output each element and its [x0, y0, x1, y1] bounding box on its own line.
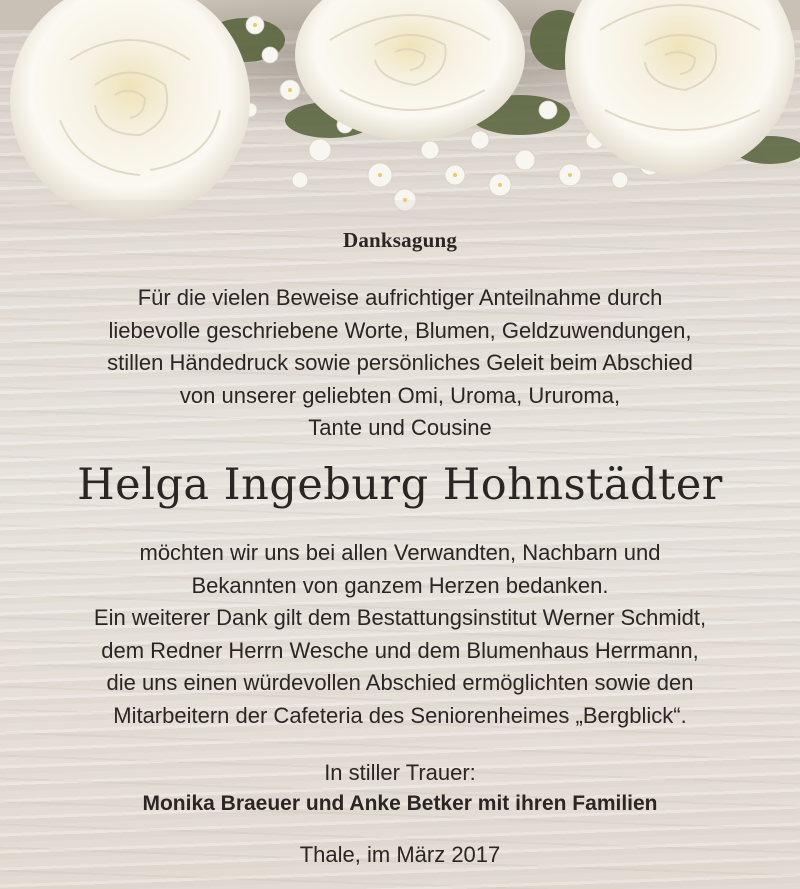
thanks-line: dem Redner Herrn Wesche und dem Blumenhaus Herrmann, — [101, 637, 699, 663]
heading-title: Danksagung — [342, 228, 458, 252]
mourning-label: In stiller Trauer: — [324, 760, 476, 785]
intro-line: liebevolle geschriebene Worte, Blumen, Geldzuwendungen, — [108, 317, 692, 343]
thanks-line: möchten wir uns bei allen Verwandten, Nachbarn und — [139, 540, 661, 565]
family-signature: Monika Braeuer und Anke Betker mit ihren Familien — [142, 792, 658, 815]
thanks-line: Ein weiterer Dank gilt dem Bestattungsinstitut Werner Schmidt, — [93, 605, 707, 630]
thanks-paragraph — [0, 537, 800, 732]
intro-paragraph — [0, 282, 800, 445]
intro-line: von unserer geliebten Omi, Uroma, Ururoma, — [179, 382, 621, 408]
deceased-name: Helga Ingeburg Hohnstädter — [77, 460, 723, 510]
thanks-line: Bekannten von ganzem Herzen bedanken. — [191, 572, 609, 598]
thanks-line: die uns einen würdevollen Abschied ermöglichten sowie den — [106, 670, 694, 695]
intro-line: Für die vielen Beweise aufrichtiger Anteilnahme durch — [137, 285, 663, 310]
intro-line: Tante und Cousine — [308, 415, 492, 440]
thanks-line: Mitarbeitern der Cafeteria des Seniorenheimes „Bergblick“. — [113, 702, 687, 728]
place-date: Thale, im März 2017 — [299, 842, 501, 867]
intro-line: stillen Händedruck sowie persönliches Geleit beim Abschied — [107, 350, 693, 375]
